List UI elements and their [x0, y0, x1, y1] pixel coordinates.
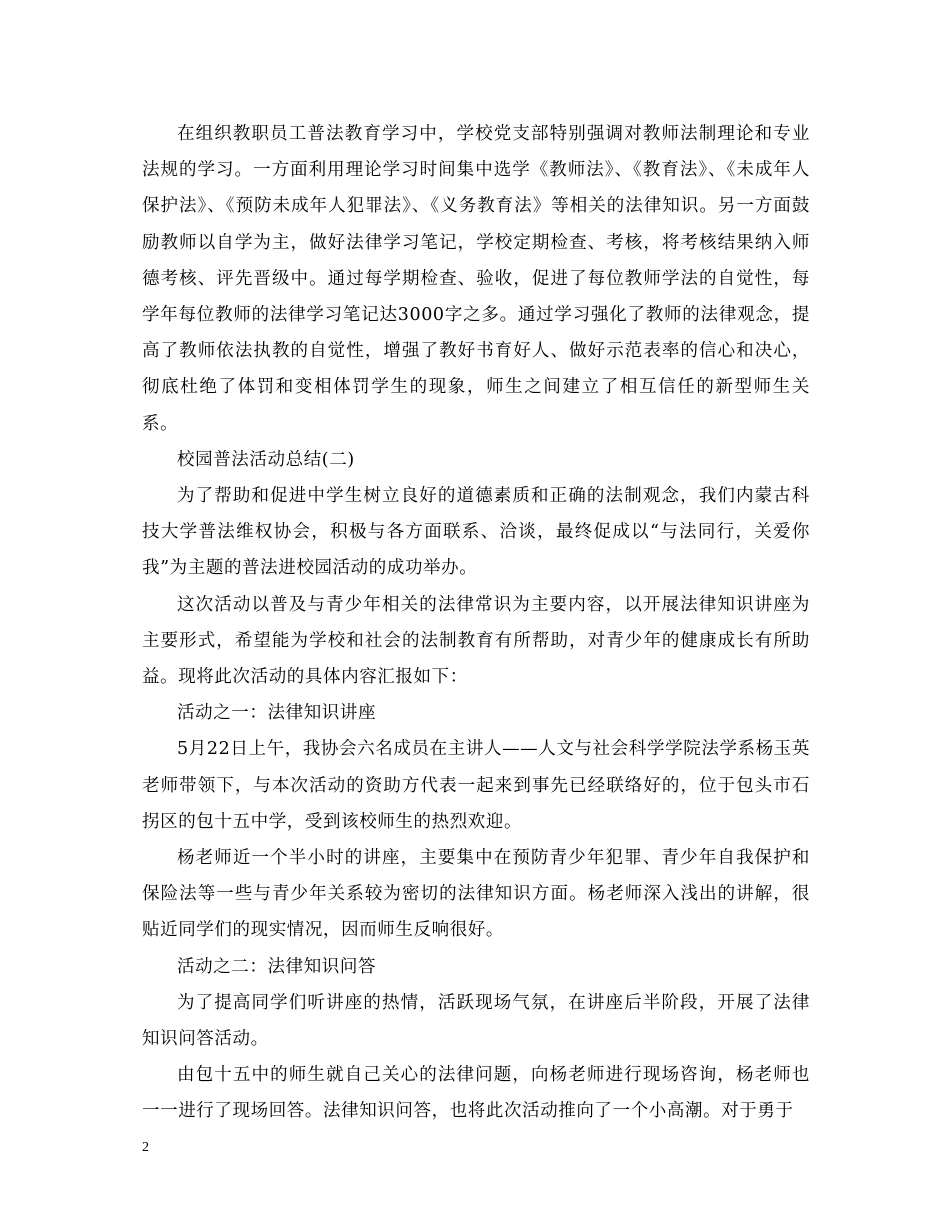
paragraph-intro: 为了帮助和促进中学生树立良好的道德素质和正确的法制观念，我们内蒙古科技大学普法维权协会，积极与各方面联系、洽谈，最终促成以“与法同行，关爱你我”为主题的普法进校园活动的成功举办。: [142, 486, 810, 579]
paragraph-lecture: 杨老师近一个半小时的讲座，主要集中在预防青少年犯罪、青少年自我保护和保险法等一些与青少年关系较为密切的法律知识方面。杨老师深入浅出的讲解，很贴近同学们的现实情况，因而师生反响很好。: [142, 848, 810, 941]
page-number: 2: [142, 1140, 149, 1155]
paragraph-qa-intro: 为了提高同学们听讲座的热情，活跃现场气氛，在讲座后半阶段，开展了法律知识问答活动。: [142, 992, 810, 1050]
paragraph-may-22: 5月22日上午，我协会六名成员在主讲人——人文与社会科学学院法学系杨玉英老师带领下，与本次活动的资助方代表一起来到事先已经联络好的，位于包头市石拐区的包十五中学，受到该校师生的热烈欢迎。: [142, 739, 810, 832]
document-body: [142, 116, 810, 1130]
paragraph-law-study: 在组织教职员工普法教育学习中，学校党支部特别强调对教师法制理论和专业法规的学习。一方面利用理论学习时间集中选学《教师法》、《教育法》、《未成年人保护法》、《预防未成年人犯罪法》、《义务教育法》等相关的法律知识。另一方面鼓励教师以自学为主，做好法律学习笔记，学校定期检查、考核，将考核结果纳入师德考核、评先晋级中。通过每学期检查、验收，促进了每位教师学法的自觉性，每学年每位教师的法律学习笔记达3000字之多。通过学习强化了教师的法律观念，提高了教师依法执教的自觉性，增强了教好书育好人、做好示范表率的信心和决心，彻底杜绝了体罚和变相体罚学生的现象，师生之间建立了相互信任的新型师生关系。: [142, 124, 810, 434]
activity-two-title: 活动之二：法律知识问答: [177, 956, 377, 977]
paragraph-activity-content: 这次活动以普及与青少年相关的法律常识为主要内容，以开展法律知识讲座为主要形式，希望能为学校和社会的法制教育有所帮助，对青少年的健康成长有所助益。现将此次活动的具体内容汇报如下：: [142, 594, 810, 688]
paragraph-qa-detail: 由包十五中的师生就自己关心的法律问题，向杨老师进行现场咨询，杨老师也一一进行了现场回答。法律知识问答，也将此次活动推向了一个小高潮。对于勇于: [142, 1065, 810, 1122]
section-title-summary-2: 校园普法活动总结(二): [177, 449, 355, 470]
activity-one-title: 活动之一：法律知识讲座: [177, 703, 377, 724]
